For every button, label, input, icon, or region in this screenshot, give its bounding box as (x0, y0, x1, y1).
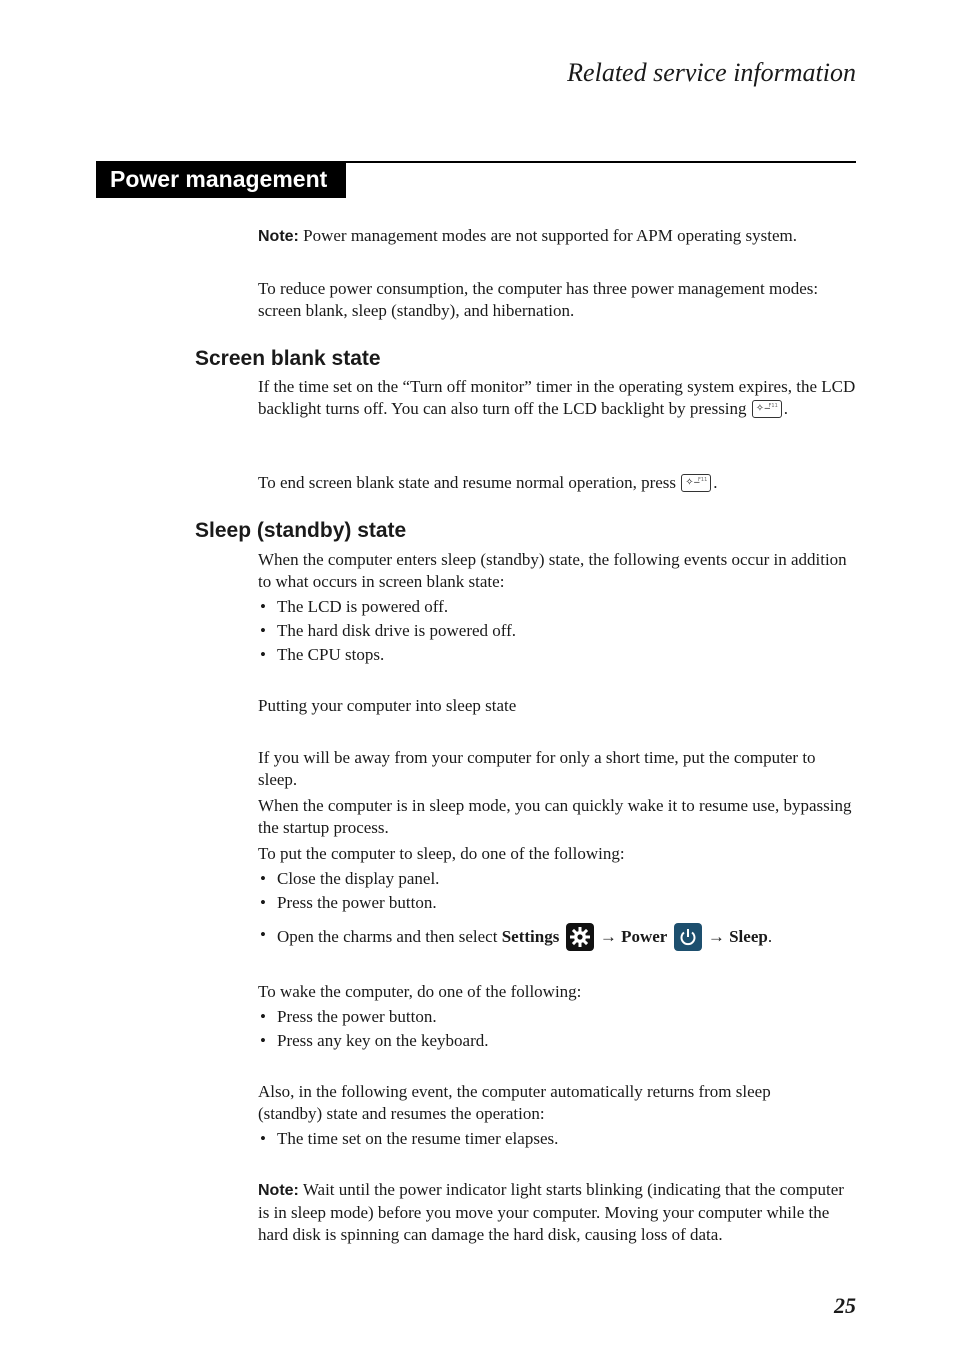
arrow: → (703, 927, 730, 946)
sleep-put-block (258, 747, 858, 951)
sleep-para2: If you will be away from your computer for only a short time, put the computer to sleep. (258, 748, 816, 789)
page-number: 25 (834, 1293, 856, 1318)
wake-intro: To wake the computer, do one of the following: (258, 982, 582, 1001)
gear-icon (566, 923, 594, 951)
charms-settings-label: Settings (501, 927, 560, 946)
intro-note (258, 225, 858, 248)
sleep-methods-list (258, 867, 858, 951)
power-icon (674, 923, 702, 951)
wake-block (258, 981, 858, 1053)
note-text: Wait until the power indicator light starts blinking (indicating that the computer is in sleep mode) before you move your computer. Moving your computer while the hard disk is spinning can damage the hard disk, causing loss of data. (258, 1180, 844, 1244)
intro-text: To reduce power consumption, the computer has three power management modes: screen blank, sleep (standby), and hibernation. (258, 279, 819, 320)
sleep-note (258, 1179, 858, 1246)
list-item: • The time set on the resume timer elapses. (258, 1127, 838, 1151)
section-title: Power management (96, 161, 346, 198)
screen-blank-para1 (258, 376, 858, 420)
list-item: • Press any key on the keyboard. (258, 1029, 858, 1053)
punctuation: . (713, 473, 718, 492)
screen-off-key-icon: ✧‒ F11 (752, 400, 782, 418)
screen-blank-para2 (258, 472, 858, 494)
punctuation: . (783, 399, 789, 418)
screen-blank-heading: Screen blank state (195, 347, 381, 370)
charms-power-label: Power (621, 927, 668, 946)
list-item: • The CPU stops. (258, 643, 848, 667)
punctuation: . (767, 927, 773, 946)
note-label: Note: (258, 1182, 299, 1199)
list-item: • The hard disk drive is powered off. (258, 619, 848, 643)
sleep-heading: Sleep (standby) state (195, 519, 407, 542)
charms-prefix: Open the charms and then select (277, 927, 502, 946)
note-label: Note: (258, 228, 299, 245)
list-item: • Press the power button. (258, 891, 858, 915)
sleep-para4: To put the computer to sleep, do one of the following: (258, 844, 625, 863)
list-item: • The LCD is powered off. (258, 595, 848, 619)
sleep-subhead (258, 695, 858, 717)
sleep-events-list (258, 595, 848, 667)
auto-para: Also, in the following event, the computer automatically returns from sleep (standby) state and resumes the operation: (258, 1082, 771, 1123)
sleep-subhead-text: Putting your computer into sleep state (258, 696, 517, 715)
sleep-para3: When the computer is in sleep mode, you can quickly wake it to resume use, bypassing the startup process. (258, 796, 852, 837)
auto-block (258, 1081, 838, 1151)
wake-methods-list (258, 1005, 858, 1053)
arrow: → (595, 927, 622, 946)
screen-blank-resume-text: To end screen blank state and resume normal operation, press (258, 473, 681, 492)
screen-blank-text: If the time set on the “Turn off monitor” timer in the operating system expires, the LCD backlight turns off. You can also turn off the LCD backlight by pressing (258, 377, 856, 418)
screen-off-key-icon: ✧‒ F11 (681, 474, 711, 492)
auto-events-list (258, 1127, 838, 1151)
sleep-para1: When the computer enters sleep (standby) state, the following events occur in addition to what occurs in screen blank state: (258, 550, 847, 591)
list-item-charms (258, 923, 858, 951)
list-item: • Close the display panel. (258, 867, 858, 891)
note-text: Power management modes are not supported for APM operating system. (298, 226, 797, 245)
running-header: Related service information (567, 58, 856, 87)
intro-paragraph (258, 278, 838, 322)
sleep-events-block (258, 549, 848, 667)
charms-sleep-label: Sleep (729, 927, 768, 946)
list-item: • Press the power button. (258, 1005, 858, 1029)
